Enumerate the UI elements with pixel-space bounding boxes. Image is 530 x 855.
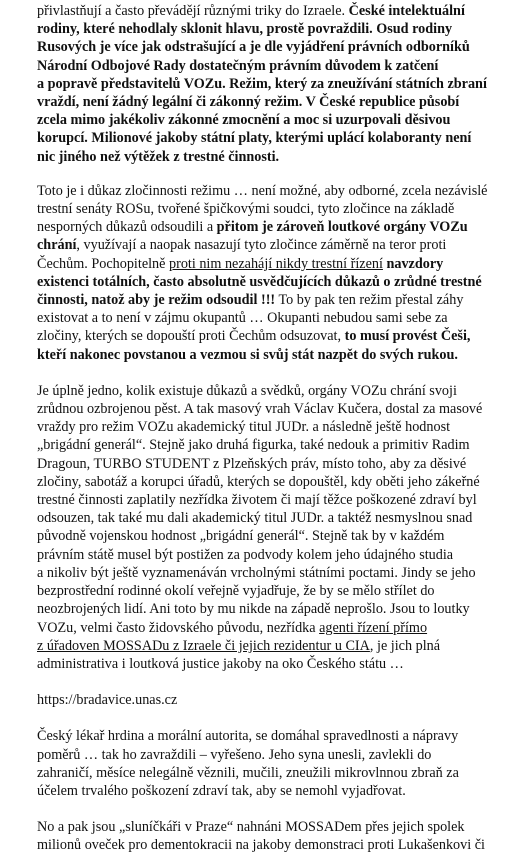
text-line <box>37 111 508 129</box>
text-run: Dragoun, TURBO STUDENT z Plzeňských práv, místo toho, aby za děsivé <box>37 455 467 472</box>
body-paragraph <box>37 818 508 854</box>
bold-text: České intelektuální <box>348 3 465 19</box>
text-line <box>37 491 508 509</box>
text-run: VOZu, velmi často židovského původu, nezřídka <box>37 619 320 636</box>
text-run: právním státě musel být postižen za podvody kolem jeho údajného studia <box>37 546 454 563</box>
text-run: existovat a to není v zájmu okupantů … Okupanti nebudou sami sebe za <box>37 310 448 327</box>
text-run: odsouzen, tak také mu dali akademický titul JUDr. a taktéž nesmyslnou snad <box>37 510 473 527</box>
text-run: https://bradavice.unas.cz <box>37 692 178 709</box>
text-run: Je úplně jedno, kolik existuje důkazů a svědků, orgány VOZu chrání svoji <box>37 382 457 399</box>
text-run: bezprostřední rodinné okolí veřejně vyjadřuje, že by se mělo střílet do <box>37 583 435 600</box>
text-line <box>37 655 508 673</box>
text-line <box>37 400 508 418</box>
text-line <box>37 38 508 56</box>
text-run: poměrů … tak ho zavraždili – vyřešeno. Jeho syna unesli, zavlekli do <box>37 746 432 763</box>
text-run: vraždy pro režim VOZu akademický titul JUDr. a následně ještě hodnost <box>37 419 451 436</box>
underlined-text: agenti řízení přímo <box>319 619 428 636</box>
text-line <box>37 582 508 600</box>
text-run: nesporných důkazů odsoudili a <box>37 219 217 236</box>
text-run: trestné činnosti zaplatily nezřídka životem či mají těžce poškozené zdraví byl <box>37 492 477 509</box>
text-line <box>37 382 508 400</box>
bold-text: kteří nakonec povstanou a vezmou si svůj stát nazpět do svých rukou. <box>37 346 458 363</box>
text-run: Český lékař hrdina a morální autorita, se domáhal spravedlnosti a nápravy <box>37 728 459 745</box>
bold-text: zcela mimo jakékoliv zákonné zmocnění a moc si uzurpovali děsivou <box>37 112 451 129</box>
text-line <box>37 2 508 20</box>
text-run: účelem trvalého poškození zdraví tak, aby se nemohl vyjadřovat. <box>37 782 406 799</box>
text-run: zahraničí, měsíce nelegálně věznili, mučili, zneužili mikrovlnnou zbraň za <box>37 764 459 781</box>
text-run: To by pak ten režim přestal záhy <box>275 292 464 309</box>
text-line <box>37 564 508 582</box>
text-line <box>37 236 508 254</box>
text-line <box>37 436 508 454</box>
text-line <box>37 218 508 236</box>
bold-text: Rusových je více jak odstrašující a je dle vyjádření právních odborníků <box>37 39 470 56</box>
bold-text: chrání <box>37 237 77 254</box>
bold-text: vraždí, není žádný legální či zákonný režim. V České republice působí <box>37 94 460 111</box>
text-line <box>37 473 508 491</box>
text-line <box>37 727 508 745</box>
text-line <box>37 20 508 38</box>
text-line <box>37 836 508 854</box>
bold-text: Národní Odbojové Rady dostatečným právním důvodem k zatčení <box>37 57 439 74</box>
bold-text: navzdory <box>382 255 444 272</box>
text-run: , je jich plná <box>369 637 441 654</box>
text-line <box>37 546 508 564</box>
bold-text: činnosti, natož aby je režim odsoudil !!! <box>37 292 276 309</box>
text-line <box>37 346 508 364</box>
bold-text: rodiny, které nehodlaly sklonit hlavu, prostě povraždili. Osud rodiny <box>37 21 453 38</box>
text-line <box>37 619 508 637</box>
text-run: „brigádní generál“. Stejně jako druhá figurka, také nedouk a primitiv Radim <box>37 437 470 454</box>
text-run: původně vojenskou hodnost „brigádní generál“. Stejně tak by v každém <box>37 528 445 545</box>
text-run: administrativa i loutková justice jakoby na oko Českého státu … <box>37 655 404 672</box>
text-line <box>37 746 508 764</box>
text-run: milionů oveček pro dementokracii na jakoby demonstraci proti Lukašenkovi či <box>37 837 485 854</box>
body-paragraph <box>37 382 508 673</box>
text-line <box>37 600 508 618</box>
text-line <box>37 93 508 111</box>
text-line <box>37 291 508 309</box>
text-run: zločiny, sabotáž a korupci úřadů, kterých se dopouštěl, kdy oběti jeho zákeřné <box>37 473 480 490</box>
url-paragraph <box>37 691 508 709</box>
text-run: Toto je i důkaz zločinnosti režimu … není možné, aby odborné, zcela nezávislé <box>37 182 488 199</box>
text-run: zrůdnou ozbrojenou pěst. A tak masový vrah Václav Kučera, dostal za masové <box>37 401 483 418</box>
text-line <box>37 691 508 709</box>
text-line <box>37 75 508 93</box>
bold-text: to musí provést Češi, <box>344 328 471 345</box>
text-run: neozbrojených lidí. Ani toto by mu nikde na západě neprošlo. Jsou to loutky <box>37 601 470 618</box>
bold-text: korupcí. Milionové jakoby státní platy, kterými uplácí kolaboranty není <box>37 130 472 147</box>
text-line <box>37 57 508 75</box>
body-paragraph <box>37 182 508 364</box>
body-paragraph <box>37 727 508 800</box>
text-line <box>37 309 508 327</box>
text-line <box>37 148 508 166</box>
bold-text: existenci totálních, často absolutně usvědčujících důkazů o zrůdné trestné <box>37 273 482 290</box>
text-run: No a pak jsou „sluníčkáři v Praze“ nahnáni MOSSADem přes jejich spolek <box>37 819 465 836</box>
text-line <box>37 273 508 291</box>
body-paragraph <box>37 2 508 166</box>
underlined-text: z úřadoven MOSSADu z Izraele či jejich rezidentur u CIA <box>37 637 370 654</box>
bold-text: a popravě představitelů VOZu. Režim, který za zneužívání státních zbraní <box>37 75 487 92</box>
text-line <box>37 200 508 218</box>
text-line <box>37 764 508 782</box>
text-run: přivlastňují a často převádějí různými triky do Izraele. <box>37 3 349 19</box>
text-line <box>37 818 508 836</box>
text-line <box>37 418 508 436</box>
text-run: trestní senáty ROSu, tvořené špičkovými soudci, tyto zločince na základě <box>37 201 455 218</box>
text-line <box>37 455 508 473</box>
text-run: , využívají a naopak nasazují tyto zločince záměrně na teror proti <box>76 237 447 254</box>
text-line <box>37 129 508 147</box>
text-run: Čechům. Pochopitelně <box>37 255 169 272</box>
text-line <box>37 509 508 527</box>
text-line <box>37 527 508 545</box>
underlined-text: proti nim nezahájí nikdy trestní řízení <box>169 255 383 272</box>
text-line <box>37 255 508 273</box>
text-line <box>37 182 508 200</box>
text-run: zločiny, kterých se dopouští proti Čechům odsuzovat, <box>37 328 345 345</box>
text-line <box>37 782 508 800</box>
text-line <box>37 637 508 655</box>
text-line <box>37 327 508 345</box>
bold-text: nic jiného než výtěžek z trestné činnosti. <box>37 148 280 165</box>
text-run: a nikoliv být ještě vyznamenáván vrcholnými státními poctami. Jindy se jeho <box>37 564 476 581</box>
bold-text: přitom je zároveň loutkové orgány VOZu <box>216 219 468 236</box>
